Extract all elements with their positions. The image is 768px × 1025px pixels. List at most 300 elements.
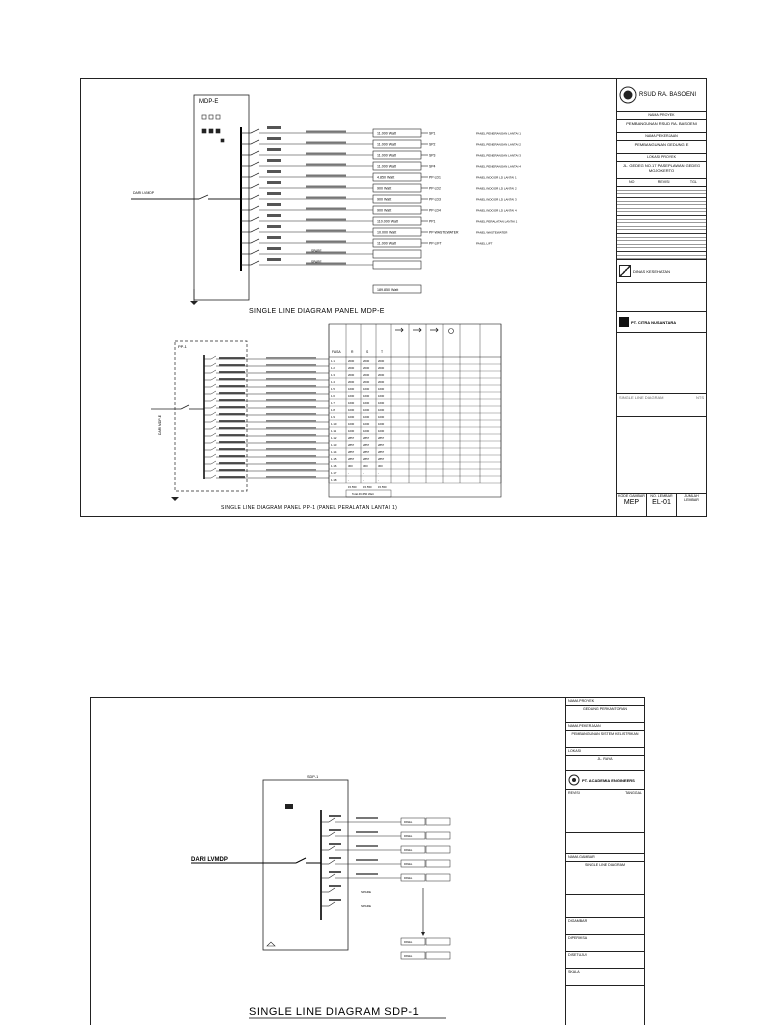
tb-rev-no: NO	[629, 180, 635, 184]
tb-rev-date: TGL	[689, 180, 697, 184]
feeder-load: 11.000 Watt	[377, 153, 396, 158]
sdp-bottom-panel-name: PANEL	[404, 955, 413, 958]
single-line-diagram-sdp-1	[91, 698, 556, 1025]
table-cell: 300	[363, 464, 368, 468]
feeder-breaker-symbol	[251, 129, 259, 133]
table-cell: 1.11	[331, 429, 337, 433]
table-cell: 1600	[378, 394, 385, 398]
table-cell: 1.2	[331, 366, 335, 370]
single-line-diagram-mdp-e	[81, 79, 616, 516]
total-load: 189.850 Watt	[377, 288, 399, 292]
table-cell: 2000	[378, 366, 385, 370]
feeder-desc: PANEL INDOOR LD LANTAI 4	[476, 208, 517, 213]
feeder2-cable-spec	[266, 392, 316, 394]
table-cell: 2000	[378, 380, 385, 384]
sdp-feeder-breaker	[329, 832, 335, 836]
tb-owner-name: DINAS KESEHATAN	[633, 268, 670, 274]
feeder2-breaker	[211, 398, 216, 401]
table-cell: 2000	[363, 373, 370, 377]
bottom-panels	[401, 938, 450, 959]
feeder-breaker-symbol	[251, 206, 259, 210]
table-cell: 1.1	[331, 359, 335, 363]
feeder-panel: SP4	[429, 164, 436, 169]
incoming-label: DARI LVMDP	[133, 191, 155, 195]
table-cell: 2857	[378, 436, 385, 440]
sdp-bottom-load-box	[426, 952, 450, 959]
tb2-drawing-label: NAMA GAMBAR	[566, 854, 644, 862]
feeder-panel: PP-LD3	[429, 197, 441, 202]
sdp-load-box	[426, 860, 450, 867]
table-cell: 2000	[378, 359, 385, 363]
table-grand-total: Total 46.650 Watt	[352, 492, 374, 496]
feeder2-breaker	[211, 419, 216, 422]
table-cell: 300	[378, 464, 383, 468]
panel-label: MDP-E	[199, 99, 219, 105]
table-cell: 1.5	[331, 387, 335, 391]
feeder2-cable-spec	[266, 427, 316, 429]
table-cell: 1000	[348, 429, 355, 433]
feeder-panel: PP1	[429, 219, 436, 224]
sdp-breaker-rating	[329, 857, 341, 859]
tb-scale: NTS	[696, 395, 704, 400]
tb-code-label: KODE GAMBAR	[618, 494, 645, 498]
feeder-breaker-symbol	[251, 162, 259, 166]
feeder2-cable-spec	[266, 420, 316, 422]
table-cell: 2000	[348, 380, 355, 384]
table-cell: 2857	[363, 457, 370, 461]
feeder2-cable-spec	[266, 434, 316, 436]
tb-total-label: JUMLAH LEMBAR	[684, 494, 699, 503]
tb-sheet-no: EL-01	[652, 499, 671, 507]
tb2-sign-2: DISETUJUI	[566, 952, 644, 969]
breaker-rating-label	[267, 258, 281, 261]
table-cell: 2000	[348, 359, 355, 363]
cable-spec-label	[306, 164, 346, 166]
tb-sheet-title-row	[617, 394, 706, 417]
tb-location-label: LOKASI PROYEK	[617, 154, 706, 162]
table-cell: 1.15	[331, 457, 337, 461]
feeder2-cable-spec	[266, 406, 316, 408]
feeder-load: 900 Watt	[377, 186, 392, 191]
cable-spec-label	[306, 197, 346, 199]
load-table	[329, 324, 501, 497]
hospital-logo-icon	[619, 86, 637, 104]
tb-consultant	[617, 312, 706, 333]
feeder-load-box	[373, 250, 421, 258]
feeder-load: 11.000 Watt	[377, 164, 396, 169]
feeder2-cable-spec	[266, 371, 316, 373]
table-cell: 1.3	[331, 373, 335, 377]
feeder2-breaker	[211, 447, 216, 450]
table-cell: 1000	[348, 415, 355, 419]
table-cell: 1.16	[331, 464, 337, 468]
sdp-panel-name: PANEL	[404, 849, 413, 852]
table-cell: -	[363, 471, 364, 475]
feeder2-cable-spec	[266, 357, 316, 359]
table-cell: 2857	[363, 443, 370, 447]
sdp-spare-label: SPARE	[361, 890, 371, 894]
cable-spec-label	[306, 153, 346, 155]
sdp-feeder-breaker	[329, 874, 335, 878]
tb2-consultant-name: PT. ACADEMIA ENGINEERS	[582, 777, 635, 783]
arrow-right-icon	[430, 328, 438, 332]
tb2-blank-b	[566, 895, 644, 918]
table-cell: 1.8	[331, 408, 335, 412]
sdp-breaker-rating	[329, 899, 341, 901]
ground-icon-sdp	[267, 942, 275, 946]
feeder2-breaker	[211, 454, 216, 457]
tb2-consultant	[566, 771, 644, 790]
sdp-panel-name: PANEL	[404, 863, 413, 866]
table-cell: 1.18	[331, 478, 337, 482]
table-cell: 2857	[378, 443, 385, 447]
table-cell: 1000	[378, 422, 385, 426]
sdp-panel-name: PANEL	[404, 821, 413, 824]
table-cell: 1000	[363, 429, 370, 433]
sdp-load-box	[426, 818, 450, 825]
table-cell: 1600	[348, 401, 355, 405]
tb2-rev-label: REVISI	[568, 791, 580, 795]
feeder-desc: PANEL PENERANGAN LANTAI 3	[476, 153, 521, 158]
table-cell: 1600	[363, 387, 370, 391]
tb2-project: GEDUNG PERKANTORAN	[566, 706, 644, 723]
feeder-panel: PP-WASTEWATER	[429, 230, 459, 235]
feeder-panel: PP-LIFT	[429, 241, 442, 246]
meter-icons	[202, 115, 224, 142]
tb2-location: JL. RAYA	[566, 756, 644, 771]
breaker-rating-label	[267, 159, 281, 162]
feeder2-breaker	[211, 370, 216, 373]
arrow-right-icon	[413, 328, 421, 332]
table-cell: 1000	[348, 422, 355, 426]
sdp-breaker-rating	[329, 871, 341, 873]
table-cell: 1600	[378, 401, 385, 405]
tb-code-cell	[617, 494, 647, 516]
cable-spec-label	[306, 230, 346, 232]
feeder-load: 900 Watt	[377, 208, 392, 213]
feeder-load: 11.000 Watt	[377, 241, 396, 246]
feeder-breaker-symbol	[251, 261, 259, 265]
tb-work: PEMBANGUNAN GEDUNG E	[617, 141, 706, 154]
tb2-sign-3: SKALA	[566, 969, 644, 986]
main-breaker-sdp	[296, 858, 306, 863]
feeder-load: 110.000 Watt	[377, 219, 398, 224]
breaker-rating-label	[267, 214, 281, 217]
sdp-cable-spec	[356, 845, 378, 847]
feeder-desc: PANEL PENERANGAN LANTAI 4	[476, 164, 521, 169]
feeder-load: 900 Watt	[377, 197, 392, 202]
panel-label-sdp: SDP-1	[307, 775, 319, 779]
tb-location: JL. GEDEG NO.17 PASEPLAWAN GEDEG MOJOKERTO	[617, 162, 706, 179]
table-cell: 2857	[363, 436, 370, 440]
tb-total-cell	[677, 494, 706, 516]
breaker-rating-label	[267, 236, 281, 239]
table-head-phase: R	[351, 350, 354, 354]
table-cell: 2000	[363, 366, 370, 370]
tb-header	[617, 79, 706, 112]
main-breaker-symbol	[199, 195, 208, 199]
table-cell: 1.13	[331, 443, 337, 447]
feeder-load: 10.000 Watt	[377, 230, 397, 235]
cable-spec-label	[306, 175, 346, 177]
feeder2-cable-spec	[266, 455, 316, 457]
table-cell: 1000	[348, 408, 355, 412]
sdp-panel-name: PANEL	[404, 835, 413, 838]
table-cell: 1600	[363, 401, 370, 405]
spare-label: SPARE	[311, 260, 322, 264]
feeder-breaker-symbol	[251, 250, 259, 254]
spare-label: SPARE	[311, 249, 322, 253]
sdp-feeder-breaker	[329, 818, 335, 822]
feeder-breaker-symbol	[251, 239, 259, 243]
tb-rev-desc: REVISI	[657, 180, 670, 184]
panel-box-pp-1	[175, 341, 247, 491]
breaker-rating-label	[267, 170, 281, 173]
table-cell: 1.10	[331, 422, 337, 426]
feeder-desc: PANEL WASTEWATER	[476, 230, 508, 235]
table-cell: 300	[348, 464, 353, 468]
cable-spec-label	[306, 219, 346, 221]
feeder-load: 4.850 Watt	[377, 175, 395, 180]
table-cell: 1000	[378, 415, 385, 419]
tb2-work-label: NAMA PEKERJAAN	[566, 723, 644, 731]
feeder2-cable-spec	[266, 476, 316, 478]
socket-icon	[449, 329, 454, 334]
table-cell: 1600	[363, 394, 370, 398]
table-cell: 1600	[348, 387, 355, 391]
ground-icon-2	[171, 497, 179, 501]
consultant-logo-icon	[619, 317, 629, 327]
tb-approval	[617, 333, 706, 394]
feeder-desc: PANEL INDOOR LD LANTAI 1	[476, 175, 517, 180]
tb-no-label: NO. LEMBAR	[650, 494, 673, 498]
feeder2-breaker	[211, 363, 216, 366]
table-cell: -	[348, 478, 349, 482]
feeder2-cable-spec	[266, 378, 316, 380]
table-cell: 1.4	[331, 380, 335, 384]
table-head-phase: S	[366, 350, 369, 354]
feeder2-breaker	[211, 377, 216, 380]
table-head-fasa: FASA	[332, 350, 341, 354]
table-cell: 1600	[378, 387, 385, 391]
cable-spec-label	[306, 131, 346, 133]
table-cell: 1.14	[331, 450, 337, 454]
tb2-location-label: LOKASI	[566, 748, 644, 756]
tb-consultant-name: PT. CITRA NUSANTARA	[631, 319, 677, 325]
diagram-title-sdp-1: SINGLE LINE DIAGRAM SDP-1	[249, 1006, 420, 1018]
tb2-sign-1: DIPERIKSA	[566, 935, 644, 952]
feeder-breaker-symbol	[251, 195, 259, 199]
tb2-revision	[566, 790, 644, 833]
sdp-panel-name: PANEL	[404, 877, 413, 880]
sdp-spare-label: SPARE	[361, 904, 371, 908]
hospital-title: RSUD RA. BASOENI	[639, 91, 697, 98]
drawing-sheet-mdp-e	[80, 78, 707, 517]
arrow-right-icon	[395, 328, 403, 332]
sdp-cable-spec	[356, 817, 378, 819]
feeder-breaker-symbol	[251, 228, 259, 232]
table-cell: 1.12	[331, 436, 337, 440]
feeder-breaker-symbol	[251, 184, 259, 188]
feeder-group-2	[204, 356, 329, 478]
table-total-cell: 15.550	[348, 485, 357, 489]
feeder2-breaker	[211, 391, 216, 394]
feeder-panel: SP1	[429, 131, 436, 136]
feeder2-breaker	[211, 405, 216, 408]
table-head-phase: T	[381, 350, 384, 354]
table-cell: 2000	[378, 373, 385, 377]
feeder2-breaker	[211, 475, 216, 478]
breaker2-symbol	[181, 405, 189, 409]
feeder-desc: PANEL INDOOR LD LANTAI 3	[476, 197, 517, 202]
feeder-group-sdp	[321, 815, 450, 908]
table-cell: 1000	[378, 408, 385, 412]
tb2-work: PEMBANGUNAN SISTEM KELISTRIKAN	[566, 731, 644, 748]
table-cell: 1000	[363, 422, 370, 426]
feeder2-cable-spec	[266, 462, 316, 464]
cable-spec-label	[306, 208, 346, 210]
table-border	[329, 324, 501, 497]
tb2-project-label: NAMA PROYEK	[566, 698, 644, 706]
table-cell: -	[348, 471, 349, 475]
sdp-bottom-load-box	[426, 938, 450, 945]
tb2-date-label: TANGGAL	[625, 791, 642, 795]
table-cell: 1600	[348, 394, 355, 398]
panel-box-sdp-1	[263, 780, 348, 950]
diagram-title-mdp-e: SINGLE LINE DIAGRAM PANEL MDP-E	[249, 308, 385, 315]
feeder-panel: PP-LD4	[429, 208, 441, 213]
sdp-feeder-breaker	[329, 888, 335, 892]
feeder2-breaker	[211, 440, 216, 443]
feeder-breaker-symbol	[251, 217, 259, 221]
feeder-breaker-symbol	[251, 151, 259, 155]
table-cell: 2857	[378, 457, 385, 461]
table-cell: 2857	[348, 443, 355, 447]
table-cell: 2857	[363, 450, 370, 454]
feeder2-cable-spec	[266, 399, 316, 401]
feeder2-breaker	[211, 426, 216, 429]
feeder-load: 11.000 Watt	[377, 142, 396, 147]
tb2-drawing: SINGLE LINE DIAGRAM	[566, 862, 644, 895]
ground-icon	[190, 301, 198, 305]
consultant-logo-icon-2	[568, 774, 580, 786]
table-cell: 1000	[363, 408, 370, 412]
breaker-rating-label	[267, 137, 281, 140]
arrow-down-icon	[421, 932, 425, 936]
feeder-desc: PANEL PERALATAN LANTAI 1	[476, 219, 518, 224]
title-block	[616, 79, 706, 516]
breaker-rating-label	[267, 225, 281, 228]
tb-signatures	[617, 283, 706, 312]
feeder-panel: PP-LD2	[429, 186, 441, 191]
tb-project-label: NAMA PROYEK	[617, 112, 706, 120]
breaker-rating-label	[267, 126, 281, 129]
tb2-sign-0: DIGAMBAR	[566, 918, 644, 935]
diagram-title-pp-1: SINGLE LINE DIAGRAM PANEL PP-1 (PANEL PERALATAN LANTAI 1)	[221, 505, 398, 511]
feeder2-breaker	[211, 461, 216, 464]
sdp-breaker-rating	[329, 885, 341, 887]
feeder-breaker-symbol	[251, 173, 259, 177]
tb-revision-header	[617, 179, 706, 187]
feeder-desc: PANEL LIFT	[476, 241, 493, 246]
table-cell: 2857	[348, 436, 355, 440]
incoming2-label: DARI MDP-E	[158, 415, 162, 435]
table-total-cell: 15.550	[363, 485, 372, 489]
feeder-desc: PANEL INDOOR LD LANTAI 2	[476, 186, 517, 191]
feeder2-breaker	[211, 433, 216, 436]
table-cell: 2857	[378, 450, 385, 454]
feeder2-cable-spec	[266, 364, 316, 366]
feeder-load-box	[373, 261, 421, 269]
feeder2-cable-spec	[266, 448, 316, 450]
tb-no-cell	[647, 494, 677, 516]
feeder-load: 11.000 Watt	[377, 131, 396, 136]
cable-spec-label	[306, 241, 346, 243]
feeder-desc: PANEL PENERANGAN LANTAI 2	[476, 142, 521, 147]
table-cell: 1.7	[331, 401, 335, 405]
table-cell: 1.6	[331, 394, 335, 398]
table-cell: 2000	[348, 366, 355, 370]
feeder2-cable-spec	[266, 441, 316, 443]
table-cell: 2857	[348, 457, 355, 461]
tb-sheet-title: SINGLE LINE DIAGRAM	[619, 395, 664, 400]
table-cell: 1000	[378, 429, 385, 433]
sdp-load-box	[426, 832, 450, 839]
feeder2-cable-spec	[266, 385, 316, 387]
table-cell: -	[378, 471, 379, 475]
table-total-cell: 15.550	[378, 485, 387, 489]
sdp-cable-spec	[356, 873, 378, 875]
tb-project: PEMBANGUNAN RSUD RA. BASOENI	[617, 120, 706, 133]
feeder-panel: SP2	[429, 142, 436, 147]
breaker-rating-label	[267, 181, 281, 184]
panel2-label: PP-1	[178, 344, 187, 349]
tb-revision-rows	[617, 187, 706, 260]
sdp-load-box	[426, 846, 450, 853]
feeder2-cable-spec	[266, 469, 316, 471]
sdp-feeder-breaker	[329, 902, 335, 906]
feeder2-breaker	[211, 412, 216, 415]
feeder2-breaker	[211, 356, 216, 359]
cable-spec-label	[306, 142, 346, 144]
sdp-breaker-rating	[329, 829, 341, 831]
breaker-rating-label	[267, 247, 281, 250]
incoming-label-sdp: DARI LVMDP	[191, 857, 228, 863]
table-cell: -	[378, 478, 379, 482]
sdp-cable-spec	[356, 831, 378, 833]
tb-owner	[617, 260, 706, 283]
drawing-sheet-sdp-1	[90, 697, 645, 1025]
table-cell: 2000	[363, 359, 370, 363]
tb-footer	[617, 493, 706, 516]
tb-work-label: NAMA PEKERJAAN	[617, 133, 706, 141]
table-cell: 1.17	[331, 471, 337, 475]
feeder2-cable-spec	[266, 413, 316, 415]
table-cell: 2857	[348, 450, 355, 454]
breaker-rating-label	[267, 192, 281, 195]
sdp-breaker-rating	[329, 843, 341, 845]
feeder-panel: PP-LD1	[429, 175, 441, 180]
table-cell: -	[363, 478, 364, 482]
sdp-bottom-panel-name: PANEL	[404, 941, 413, 944]
feeder2-breaker	[211, 468, 216, 471]
feeder-group	[241, 126, 521, 269]
tb2-blank-a	[566, 833, 644, 854]
feeder-panel: SP3	[429, 153, 436, 158]
sdp-cable-spec	[356, 859, 378, 861]
meter-icon	[285, 804, 293, 809]
table-cell: 1.9	[331, 415, 335, 419]
